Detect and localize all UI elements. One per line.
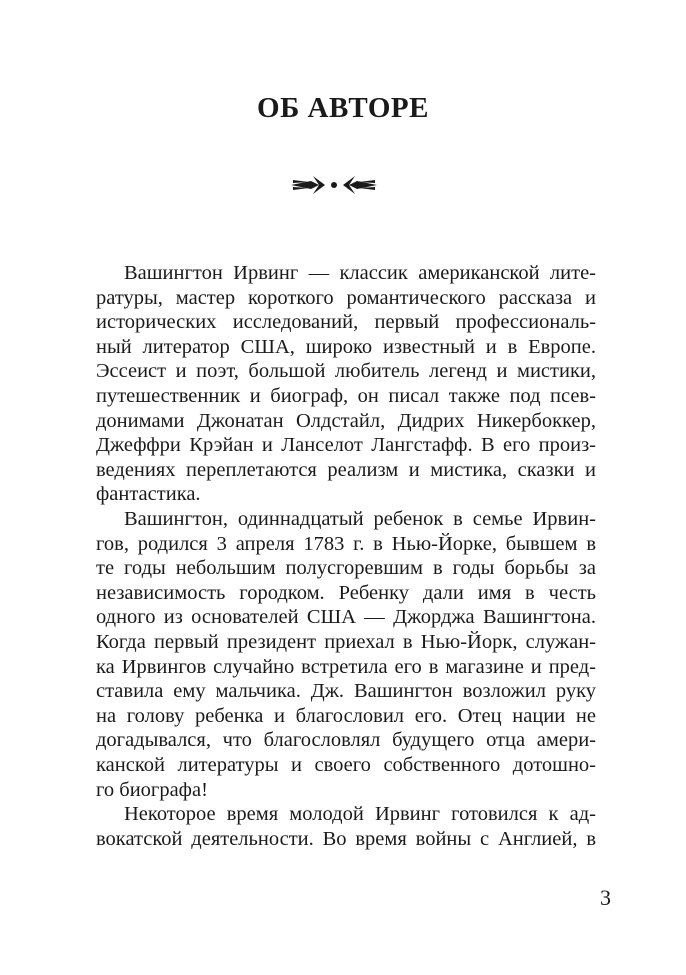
page-number: 3 <box>600 885 611 910</box>
text-line: ный литератор США, широко известный и в Европе. <box>96 335 596 358</box>
text-line: Эссеист и поэт, большой любитель легенд и мистики, <box>96 360 596 383</box>
text-line: на голову ребенка и благословил его. Отец нации не <box>96 704 596 727</box>
text-line: ратуры, мастер короткого романтического рассказа и <box>96 286 596 309</box>
text-line: догадывался, что благословлял будущего отца амери- <box>96 729 596 752</box>
text-line: Некоторое время молодой Ирвинг готовился к ад- <box>124 803 596 826</box>
text-line: Джеффри Крэйан и Ланселот Лангстафф. В его произ- <box>96 434 596 457</box>
text-line: одного из основателей США — Джорджа Вашингтона. <box>96 606 596 629</box>
text-line: ведениях переплетаются реализм и мистика, сказки и <box>96 458 596 481</box>
text-line: путешественник и биограф, он писал также под псев- <box>96 385 596 407</box>
text-line: го биографа! <box>96 778 208 801</box>
text-line: Когда первый президент приехал в Нью-Йорк, служан- <box>96 631 596 653</box>
text-line: фантастика. <box>96 483 201 506</box>
text-line: вокатской деятельности. Во время войны с Англией, в <box>96 827 596 850</box>
text-line: те годы небольшим полусгоревшим в годы борьбы за <box>96 557 596 580</box>
text-line: ставила ему мальчика. Дж. Вашингтон возложил руку <box>96 680 596 703</box>
page-title: ОБ АВТОРЕ <box>257 92 429 124</box>
text-line: ка Ирвингов случайно встретила его в магазине и пред- <box>96 655 596 678</box>
text-line: канской литературы и своего собственного дотошно- <box>96 754 596 776</box>
text-line: гов, родился 3 апреля 1783 г. в Нью-Йорке, бывшем в <box>96 532 596 555</box>
decorative-divider-icon <box>289 172 379 198</box>
text-line: донимами Джонатан Олдстайл, Дидрих Никербоккер, <box>96 409 596 432</box>
text-line: исторических исследований, первый профессиональ- <box>96 311 596 334</box>
text-line: Вашингтон Ирвинг — классик американской лите- <box>124 262 596 284</box>
text-line: Вашингтон, одиннадцатый ребенок в семье Ирвин- <box>124 508 596 530</box>
text-line: независимость городком. Ребенку дали имя в честь <box>96 581 596 604</box>
